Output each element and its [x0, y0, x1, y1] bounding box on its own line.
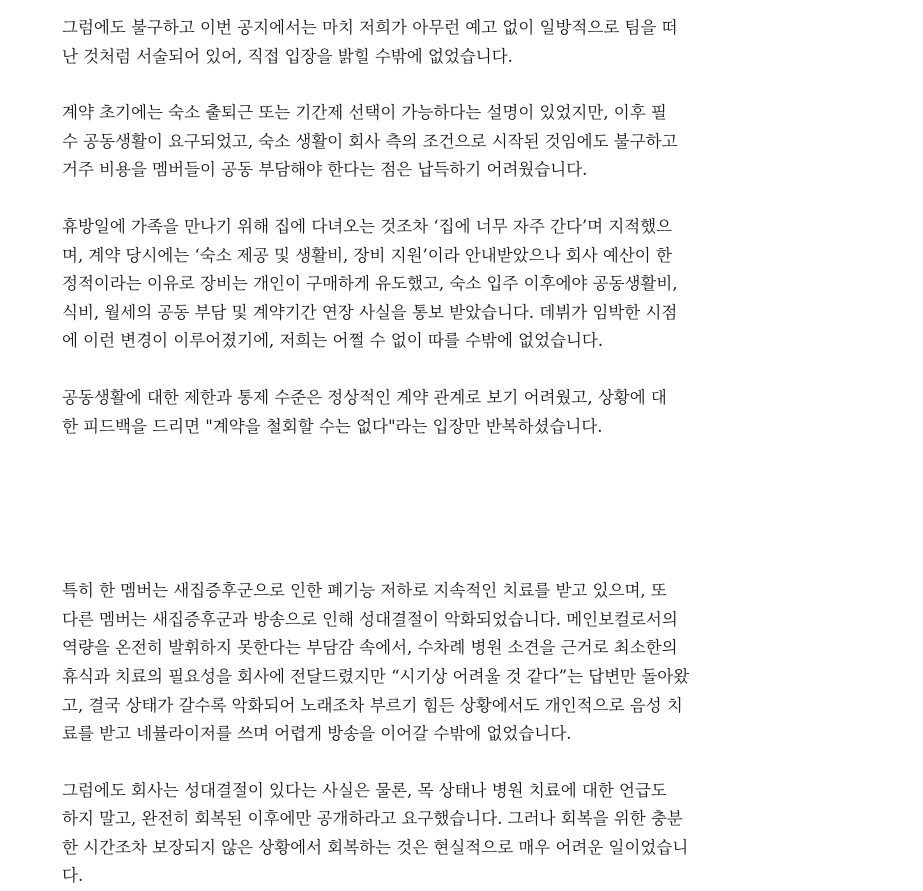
paragraph-contract-dormitory — [62, 99, 862, 185]
paragraph-spacer — [62, 356, 862, 384]
paragraph-company-demands — [62, 777, 862, 891]
text-line: 그럼에도 회사는 성대결절이 있다는 사실은 물론, 목 상태나 병원 치료에 대한 언급도 — [62, 780, 667, 800]
text-line: 한 피드백을 드리면 "계약을 철회할 수는 없다"라는 입장만 반복하셨습니다. — [62, 416, 603, 436]
statement-document — [62, 14, 862, 891]
text-line: 정적이라는 이유로 장비는 개인이 구매하게 유도했고, 숙소 입주 이후에야 공동생활비, — [62, 274, 678, 294]
paragraph-spacer — [62, 185, 862, 213]
text-line: 그럼에도 불구하고 이번 공지에서는 마치 저희가 아무런 예고 없이 일방적으로 팀을 떠 — [62, 18, 678, 37]
text-line: 특히 한 멤버는 새집증후군으로 인한 폐기능 저하로 지속적인 치료를 받고 있으며, 또 — [62, 581, 667, 601]
text-line: 료를 받고 네뷸라이저를 쓰며 어렵게 방송을 이어갈 수밖에 없었습니다. — [62, 724, 572, 744]
text-line: 거주 비용을 멤버들이 공동 부담해야 한다는 점은 납득하기 어려웠습니다. — [62, 160, 588, 180]
text-line: 하지 말고, 완전히 회복된 이후에만 공개하라고 요구했습니다. 그러나 회복을 위한 충분 — [62, 809, 683, 829]
paragraph-notice-response — [62, 14, 862, 71]
text-line: 다른 멤버는 새집증후군과 방송으로 인해 성대결절이 악화되었습니다. 메인보컬로서의 — [62, 609, 678, 629]
text-line: 식비, 월세의 공동 부담 및 계약기간 연장 사실을 통보 받았습니다. 데뷔가 임박한 시점 — [62, 302, 678, 322]
paragraph-health-issues — [62, 577, 862, 749]
text-line: 다. — [62, 866, 84, 886]
text-line: 휴방일에 가족을 만나기 위해 집에 다녀오는 것조차 ‘집에 너무 자주 간다’며 지적했으 — [62, 216, 673, 236]
text-line: 수 공동생활이 요구되었고, 숙소 생활이 회사 측의 조건으로 시작된 것임에도 불구하고 — [62, 131, 678, 151]
text-line: 난 것처럼 서술되어 있어, 직접 입장을 밝힐 수밖에 없었습니다. — [62, 46, 513, 66]
paragraph-spacer — [62, 749, 862, 777]
paragraph-day-off-and-costs — [62, 213, 862, 356]
section-spacer — [62, 441, 862, 577]
text-line: 계약 초기에는 숙소 출퇴근 또는 기간제 선택이 가능하다는 설명이 있었지만, 이후 필 — [62, 103, 667, 123]
text-line: 에 이런 변경이 이루어졌기에, 저희는 어쩔 수 없이 따를 수밖에 없었습니다. — [62, 331, 604, 351]
text-line: 역량을 온전히 발휘하지 못한다는 부담감 속에서, 수차례 병원 소견을 근거로 최소한의 — [62, 638, 678, 658]
text-line: 한 시간조차 보장되지 않은 상황에서 회복하는 것은 현실적으로 매우 어려운 일이었습니 — [62, 837, 689, 857]
text-line: 공동생활에 대한 제한과 통제 수준은 정상적인 계약 관계로 보기 어려웠고, 상황에 대 — [62, 387, 667, 407]
paragraph-restrictions — [62, 384, 862, 441]
text-line: 고, 결국 상태가 갈수록 악화되어 노래조차 부르기 힘든 상황에서도 개인적으로 음성 치 — [62, 695, 683, 715]
text-line: 휴식과 치료의 필요성을 회사에 전달드렸지만 “시기상 어려울 것 같다”는 답변만 돌아왔 — [62, 666, 690, 686]
paragraph-spacer — [62, 71, 862, 99]
text-line: 며, 계약 당시에는 ‘숙소 제공 및 생활비, 장비 지원’이라 안내받았으나 회사 예산이 한 — [62, 245, 672, 265]
